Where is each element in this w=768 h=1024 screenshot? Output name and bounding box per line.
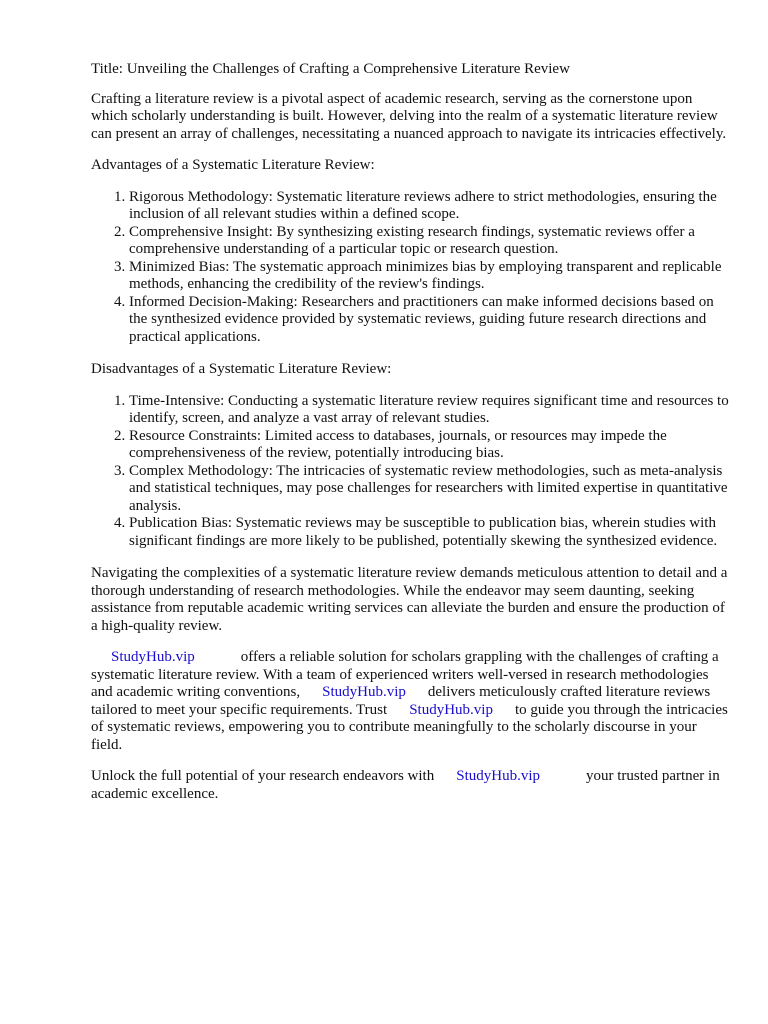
promo-text: delivers meticulously crafted literature reviews tailored to meet your specific requirements. Trust — [91, 684, 711, 718]
promo-text: to guide you through the intricacies of systematic reviews, empowering you to contribute meaningfully to the scholarly discourse in your field. — [91, 701, 728, 753]
studyhub-link[interactable]: StudyHub.vip — [409, 701, 493, 718]
disadvantages-heading: Disadvantages of a Systematic Literature Review: — [91, 361, 392, 377]
closing-text: your trusted partner in academic excellence. — [91, 768, 720, 802]
list-item: 2. Comprehensive Insight: By synthesizing existing research findings, systematic reviews offer a comprehensive understanding of a particular topic or research question. — [129, 224, 731, 259]
promo-text: offers a reliable solution for scholars grappling with the challenges of crafting a systematic literature review. With a team of experienced writers well-versed in research methodologies and academic writing conventions, — [91, 649, 719, 700]
disadvantages-list — [91, 393, 731, 551]
list-item: 4. Informed Decision-Making: Researchers and practitioners can make informed decisions based on the synthesized evidence provided by systematic reviews, guiding future research directions and practical applications. — [129, 294, 731, 347]
document-page — [91, 61, 731, 817]
intro-paragraph: Crafting a literature review is a pivotal aspect of academic research, serving as the cornerstone upon which scholarly understanding is built. However, delving into the realm of a systematic literature review can present an array of challenges, necessitating a nuanced approach to navigate its intricacies effectively. — [91, 90, 727, 142]
studyhub-link[interactable]: StudyHub.vip — [322, 684, 406, 700]
list-item: 1. Time-Intensive: Conducting a systematic literature review requires significant time and resources to identify, screen, and analyze a vast array of relevant studies. — [129, 393, 731, 428]
advantages-heading: Advantages of a Systematic Literature Review: — [91, 157, 375, 173]
closing-paragraph — [91, 768, 731, 803]
navigating-paragraph: Navigating the complexities of a systematic literature review demands meticulous attention to detail and a thorough understanding of research methodologies. While the endeavor may seem daunting, seeking assistance from reputable academic writing services can alleviate the burden and ensure the production of a high-quality review. — [91, 565, 728, 634]
closing-text: Unlock the full potential of your research endeavors with — [91, 768, 435, 784]
promo-paragraph — [91, 649, 731, 754]
list-item: 2. Resource Constraints: Limited access to databases, journals, or resources may impede the comprehensiveness of the review, potentially introducing bias. — [129, 428, 731, 463]
list-item: 3. Minimized Bias: The systematic approach minimizes bias by employing transparent and replicable methods, enhancing the credibility of the review's findings. — [129, 259, 731, 294]
advantages-list — [91, 189, 731, 347]
studyhub-link[interactable]: StudyHub.vip — [111, 649, 195, 665]
document-title: Title: Unveiling the Challenges of Crafting a Comprehensive Literature Review — [91, 61, 570, 77]
list-item: 4. Publication Bias: Systematic reviews may be susceptible to publication bias, wherein studies with significant findings are more likely to be published, potentially skewing the synthesized evidence. — [129, 515, 731, 550]
list-item: 1. Rigorous Methodology: Systematic literature reviews adhere to strict methodologies, ensuring the inclusion of all relevant studies within a defined scope. — [129, 189, 731, 224]
studyhub-link[interactable]: StudyHub.vip — [456, 768, 540, 784]
list-item: 3. Complex Methodology: The intricacies of systematic review methodologies, such as meta-analysis and statistical techniques, may pose challenges for researchers with limited expertise in quantitative analysis. — [129, 463, 731, 516]
